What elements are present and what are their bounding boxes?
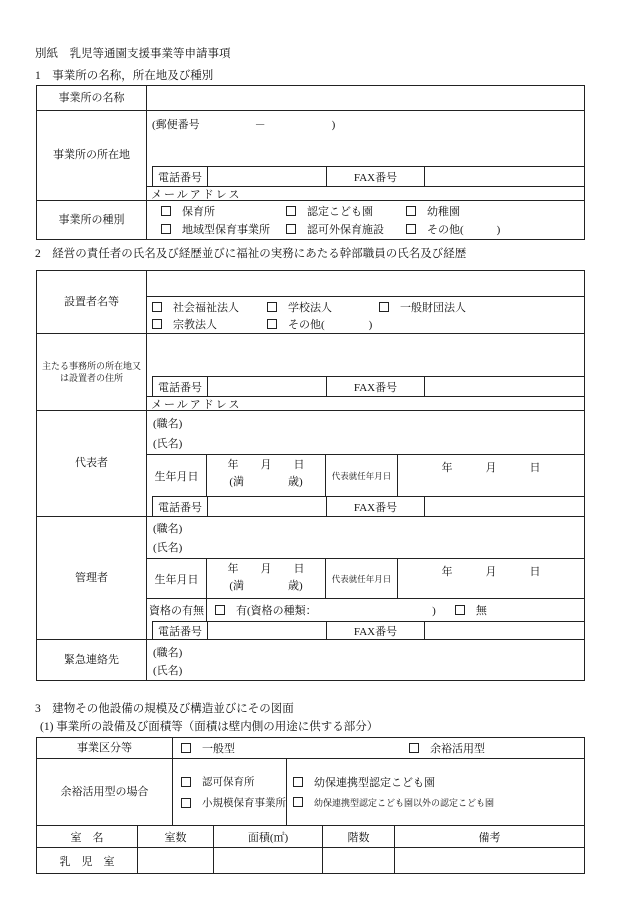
business-name-label: 事業所の名称 [37, 86, 147, 110]
emergency-contact-row [37, 639, 584, 680]
postal-text: (郵便番号 － ) [152, 119, 336, 131]
name-placeholder: (氏名) [153, 438, 183, 450]
office-address-value-cell [147, 334, 584, 376]
section2-heading: 2 経営の責任者の氏名及び経歴並びに福祉の実務にあたる幹部職員の氏名及び経歴 [35, 248, 467, 260]
area-cell [214, 848, 323, 873]
checkbox-shukyo-hojin[interactable] [152, 316, 267, 332]
checkbox-label: その他( ) [288, 318, 373, 331]
office-address-label [37, 334, 147, 410]
section1-table [36, 85, 585, 240]
header-room-count: 室数 [138, 826, 214, 847]
fax-value-cell [425, 167, 584, 186]
checkbox-icon[interactable] [152, 319, 162, 329]
checkbox-icon[interactable] [406, 206, 416, 216]
checkbox-gakko-hojin[interactable] [267, 299, 379, 315]
name-placeholder: (氏名) [153, 542, 183, 554]
business-name-row [37, 86, 584, 110]
checkbox-label: 地域型保育事業所 [182, 224, 270, 236]
founder-options-line1 [152, 298, 584, 315]
business-type-options [147, 201, 584, 239]
category-row [37, 738, 584, 758]
yoyu-right-line1 [293, 772, 584, 792]
tel-fax-row [152, 166, 584, 186]
yoyu-case-row [37, 758, 584, 825]
section1-heading: 1 事業所の名称，所在地及び種別 [35, 70, 214, 82]
checkbox-label: 余裕活用型 [430, 743, 485, 755]
checkbox-icon[interactable] [181, 743, 191, 753]
page-title: 別紙 乳児等通園支援事業等申請事項 [35, 48, 231, 60]
checkbox-icon[interactable] [267, 319, 277, 329]
tel-label: 電話番号 [153, 497, 208, 516]
representative-tel-fax-row [152, 496, 584, 516]
section3-subheading: (1) 事業所の設備及び面積等（面積は壁内側の用途に供する部分） [40, 721, 379, 733]
category-options [173, 738, 584, 758]
manager-cells [147, 517, 584, 639]
fax-label: FAX番号 [327, 377, 425, 396]
checkbox-icon[interactable] [409, 743, 419, 753]
checkbox-icon[interactable] [455, 605, 465, 615]
mail-row [147, 186, 584, 200]
birth-label: 生年月日 [147, 559, 207, 598]
birth-age-text: (満 歳) [229, 580, 303, 592]
checkbox-hoikusho[interactable] [161, 203, 286, 219]
business-address-row [37, 110, 584, 200]
room-table-header-row [37, 825, 584, 847]
checkbox-label: その他( ) [427, 224, 501, 236]
business-type-label: 事業所の種別 [37, 201, 147, 239]
yoyu-left-options [173, 759, 287, 825]
checkbox-sonota-founder[interactable] [267, 316, 372, 332]
room-count-cell [138, 848, 214, 873]
checkbox-sonota-type[interactable] [406, 221, 500, 237]
checkbox-yoyu-katsuyogata[interactable] [409, 740, 485, 756]
inauguration-value-cell: 年 月 日 [441, 566, 541, 578]
checkbox-icon[interactable] [181, 798, 191, 808]
checkbox-yochien[interactable] [406, 203, 460, 219]
business-type-row [37, 200, 584, 239]
checkbox-label: 保育所 [182, 206, 215, 218]
tel-value-cell [208, 622, 327, 639]
office-address-label-line1: 主たる事務所の所在地又 [41, 361, 141, 371]
office-address-cells [147, 334, 584, 410]
fax-label: FAX番号 [327, 622, 425, 639]
checkbox-label: 幼保連携型認定こども園 [314, 777, 435, 789]
founder-cells [147, 271, 584, 333]
checkbox-label: 宗教法人 [173, 318, 217, 331]
title-placeholder: (職名) [153, 647, 183, 659]
yoyu-case-label: 余裕活用型の場合 [37, 759, 173, 825]
inauguration-label: 代表就任年月日 [326, 559, 398, 598]
office-mail-row [147, 396, 584, 410]
title-placeholder: (職名) [153, 523, 183, 535]
fax-label: FAX番号 [327, 167, 425, 186]
representative-label: 代表者 [37, 411, 147, 516]
checkbox-ninka-hoikusho[interactable] [181, 774, 255, 789]
checkbox-label: 無 [475, 605, 487, 617]
yoyu-left-line1 [181, 771, 286, 792]
fax-value-cell [425, 377, 584, 396]
header-remarks: 備考 [478, 831, 501, 844]
office-tel-fax-row [152, 376, 584, 396]
yoyu-right-options [287, 759, 584, 825]
checkbox-label: 幼稚園 [427, 206, 460, 218]
representative-name-cell [147, 411, 584, 454]
representative-birth-row [147, 454, 584, 496]
name-placeholder: (氏名) [153, 665, 183, 677]
manager-name-cell [147, 517, 584, 558]
tel-label: 電話番号 [153, 167, 208, 186]
tel-value-cell [208, 167, 327, 186]
birth-value-cell [207, 559, 326, 598]
tel-value-cell [208, 497, 327, 516]
mail-label: メールアドレス [151, 398, 242, 411]
checkbox-icon[interactable] [267, 302, 277, 312]
checkbox-label: 幼保連携型認定こども園以外の認定こども園 [314, 797, 495, 808]
checkbox-qualification-yes[interactable] [215, 602, 436, 618]
checkbox-icon[interactable] [406, 224, 416, 234]
fax-label: FAX番号 [327, 497, 425, 516]
manager-label: 管理者 [37, 517, 147, 639]
checkbox-icon[interactable] [293, 797, 303, 807]
title-placeholder: (職名) [153, 418, 183, 430]
founder-row [37, 271, 584, 333]
checkbox-yoho-renkei-igai[interactable] [293, 796, 494, 809]
manager-birth-row [147, 558, 584, 598]
birth-ymd-text: 年 月 日 [227, 459, 305, 471]
inauguration-label: 代表就任年月日 [326, 455, 398, 496]
inauguration-value-cell: 年 月 日 [441, 462, 541, 474]
checkbox-label: 小規模保育事業所 [202, 798, 286, 809]
mail-label: メールアドレス [151, 188, 242, 201]
category-label: 事業区分等 [37, 738, 173, 758]
office-address-row [37, 333, 584, 410]
founder-name-cell [147, 271, 584, 296]
checkbox-qualification-no[interactable] [455, 602, 487, 618]
fax-value-cell [425, 622, 584, 639]
tel-value-cell [208, 377, 327, 396]
yoyu-left-line2 [181, 792, 286, 813]
manager-row [37, 516, 584, 639]
checkbox-ninkagai[interactable] [286, 221, 406, 237]
representative-cells [147, 411, 584, 516]
checkbox-nintei-kodomoen[interactable] [286, 203, 406, 219]
checkbox-shokibo-hoiku[interactable] [181, 795, 286, 810]
header-floor: 階数 [323, 826, 395, 847]
founder-options [147, 296, 584, 333]
checkbox-label: 一般型 [202, 743, 235, 755]
checkbox-label: 社会福祉法人 [173, 301, 239, 314]
business-address-label: 事業所の所在地 [37, 111, 147, 200]
business-name-value-cell [147, 86, 584, 110]
room-name-cell: 乳 児 室 [37, 848, 138, 873]
manager-tel-fax-row [152, 621, 584, 639]
founder-options-line2 [152, 315, 584, 332]
checkbox-icon[interactable] [161, 206, 171, 216]
tel-label: 電話番号 [153, 377, 208, 396]
office-address-label-line2: は設置者の住所 [59, 373, 123, 383]
checkbox-icon[interactable] [379, 302, 389, 312]
postal-cell [147, 111, 584, 166]
business-address-cells [147, 111, 584, 200]
section2-table [36, 270, 585, 681]
qualification-label: 資格の有無 [147, 599, 207, 621]
checkbox-icon[interactable] [286, 224, 296, 234]
tel-label: 電話番号 [153, 622, 208, 639]
remarks-cell [395, 848, 584, 873]
header-room-name: 室 名 [37, 826, 138, 847]
checkbox-ippan-zaidan[interactable] [379, 299, 466, 315]
checkbox-yoho-renkei[interactable] [293, 774, 435, 790]
birth-value-cell [207, 455, 326, 496]
yoyu-right-line2 [293, 792, 584, 812]
section3-table [36, 737, 585, 874]
checkbox-label: 認定こども園 [307, 206, 373, 218]
birth-ymd-text: 年 月 日 [227, 563, 305, 575]
checkbox-label: 有(資格の種類： ) [236, 605, 436, 617]
business-name-cell-wrap [147, 86, 584, 110]
header-area: 面積(㎡) [214, 826, 323, 847]
checkbox-icon[interactable] [152, 302, 162, 312]
checkbox-icon[interactable] [286, 206, 296, 216]
checkbox-icon[interactable] [161, 224, 171, 234]
birth-age-text: (満 歳) [229, 476, 303, 488]
checkbox-icon[interactable] [215, 605, 225, 615]
birth-label: 生年月日 [147, 455, 207, 496]
checkbox-icon[interactable] [293, 777, 303, 787]
checkbox-label: 学校法人 [288, 301, 332, 314]
fax-value-cell [425, 497, 584, 516]
checkbox-label: 一般財団法人 [400, 301, 466, 314]
emergency-contact-label: 緊急連絡先 [37, 640, 147, 680]
qualification-options [207, 599, 584, 621]
representative-row [37, 410, 584, 516]
checkbox-shakai-fukushi[interactable] [152, 299, 267, 315]
checkbox-icon[interactable] [181, 777, 191, 787]
room-table-data-row [37, 847, 584, 873]
checkbox-label: 認可保育所 [202, 777, 255, 788]
checkbox-label: 認可外保育施設 [307, 224, 384, 236]
qualification-row [147, 598, 584, 621]
checkbox-ippangata[interactable] [181, 740, 409, 756]
type-options-line1 [161, 202, 584, 220]
checkbox-chiikigata[interactable] [161, 221, 286, 237]
founder-label: 設置者名等 [37, 271, 147, 333]
emergency-contact-cell [147, 640, 584, 680]
section3-heading: 3 建物その他設備の規模及び構造並びにその図面 [35, 703, 294, 715]
type-options-line2 [161, 220, 584, 238]
floor-cell [323, 848, 395, 873]
